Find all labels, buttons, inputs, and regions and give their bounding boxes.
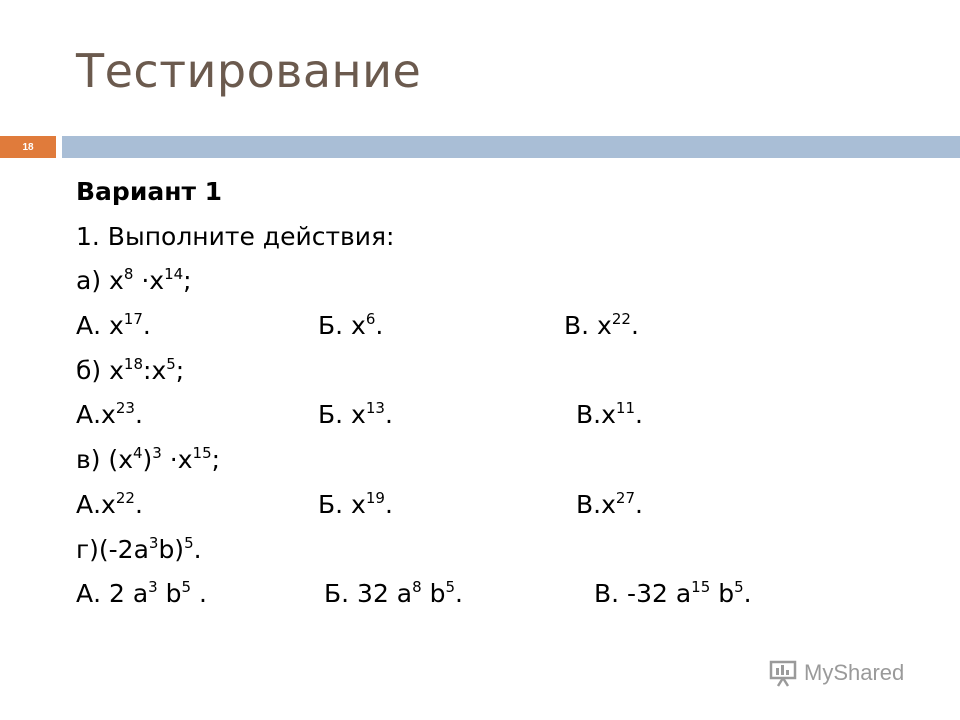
- exponent: 4: [132, 444, 143, 463]
- task-instruction: 1. Выполните действия:: [76, 221, 395, 251]
- answer-option: [76, 572, 207, 617]
- answer-part: .: [743, 579, 752, 609]
- answer-base: В. x: [564, 311, 612, 341]
- text-part: ;: [211, 445, 221, 475]
- exponent: 22: [115, 488, 135, 507]
- answer-base: А. x: [76, 311, 124, 341]
- text-part: ·x: [133, 266, 165, 296]
- answer-part: В. -32 a: [594, 579, 692, 609]
- exponent: 17: [123, 310, 143, 329]
- answer-option: [76, 304, 151, 349]
- answer-part: b: [710, 579, 735, 609]
- exponent: 5: [734, 578, 744, 597]
- answer-base: Б. x: [318, 400, 366, 430]
- problem-c-question: [76, 438, 936, 483]
- answer-option: [594, 572, 752, 617]
- exponent: 3: [148, 578, 158, 597]
- answer-tail: .: [635, 489, 643, 519]
- exponent: 6: [365, 310, 376, 329]
- header-bar: [62, 136, 960, 158]
- answer-option: [318, 393, 393, 438]
- exponent: 27: [615, 488, 635, 507]
- presentation-board-icon: [768, 659, 798, 687]
- exponent: 5: [445, 578, 456, 597]
- answer-option: [564, 304, 639, 349]
- text-part: ;: [183, 266, 192, 296]
- exponent: 13: [365, 399, 385, 418]
- text-part: ;: [175, 355, 185, 385]
- problem-d-question: [76, 528, 936, 573]
- answer-tail: .: [142, 311, 151, 341]
- slide-content: [76, 170, 936, 617]
- text-part: г)(-2a: [76, 534, 149, 564]
- exponent: 8: [123, 265, 134, 284]
- answer-tail: .: [635, 400, 643, 430]
- answer-part: b: [157, 579, 182, 609]
- answer-tail: .: [630, 311, 639, 341]
- answer-part: b: [421, 579, 446, 609]
- variant-heading: Вариант 1: [76, 177, 223, 206]
- answer-base: Б. x: [318, 489, 366, 519]
- exponent: 15: [192, 444, 212, 463]
- slide-title: Тестирование: [76, 44, 422, 98]
- answer-part: .: [191, 579, 207, 609]
- watermark-text: MyShared: [804, 660, 905, 685]
- answer-option: [76, 483, 143, 528]
- exponent: 5: [184, 533, 194, 552]
- answer-option: [324, 572, 463, 617]
- answer-option: [576, 483, 643, 528]
- text-part: б) x: [76, 355, 124, 385]
- answer-part: .: [455, 579, 463, 609]
- exponent: 22: [611, 310, 631, 329]
- exponent: 14: [164, 265, 184, 284]
- answer-option: [576, 393, 643, 438]
- watermark: [768, 658, 904, 688]
- exponent: 3: [152, 444, 162, 463]
- exponent: 8: [412, 578, 422, 597]
- answer-base: А.x: [76, 400, 116, 430]
- text-part: ): [142, 445, 153, 475]
- text-part: :x: [143, 355, 167, 385]
- answer-option: [318, 483, 393, 528]
- text-part: b): [158, 534, 185, 564]
- answer-tail: .: [134, 489, 143, 519]
- exponent: 18: [123, 354, 144, 373]
- exponent: 23: [115, 399, 135, 418]
- text-part: а) x: [76, 266, 124, 296]
- exponent: 5: [166, 354, 176, 373]
- problem-d-answers: [76, 572, 936, 617]
- answer-option: [318, 304, 383, 349]
- answer-base: В.x: [576, 400, 616, 430]
- answer-tail: .: [375, 311, 384, 341]
- answer-tail: .: [384, 489, 393, 519]
- answer-base: В.x: [576, 489, 616, 519]
- exponent: 19: [365, 488, 385, 507]
- text-part: ·x: [161, 445, 193, 475]
- answer-tail: .: [134, 400, 143, 430]
- problem-c-answers: [76, 483, 936, 528]
- exponent: 15: [691, 578, 711, 597]
- text-part: .: [193, 534, 202, 564]
- answer-option: [76, 393, 143, 438]
- answer-part: А. 2 a: [76, 579, 149, 609]
- problem-b-question: [76, 349, 936, 394]
- problem-a-question: [76, 259, 936, 304]
- exponent: 3: [148, 533, 159, 552]
- answer-base: А.x: [76, 489, 116, 519]
- page-number-badge: 18: [0, 136, 56, 158]
- answer-part: Б. 32 a: [324, 579, 413, 609]
- problem-a-answers: [76, 304, 936, 349]
- text-part: в) (x: [76, 445, 133, 475]
- problem-b-answers: [76, 393, 936, 438]
- answer-base: Б. x: [318, 311, 366, 341]
- exponent: 5: [181, 578, 192, 597]
- exponent: 11: [615, 399, 635, 418]
- answer-tail: .: [384, 400, 393, 430]
